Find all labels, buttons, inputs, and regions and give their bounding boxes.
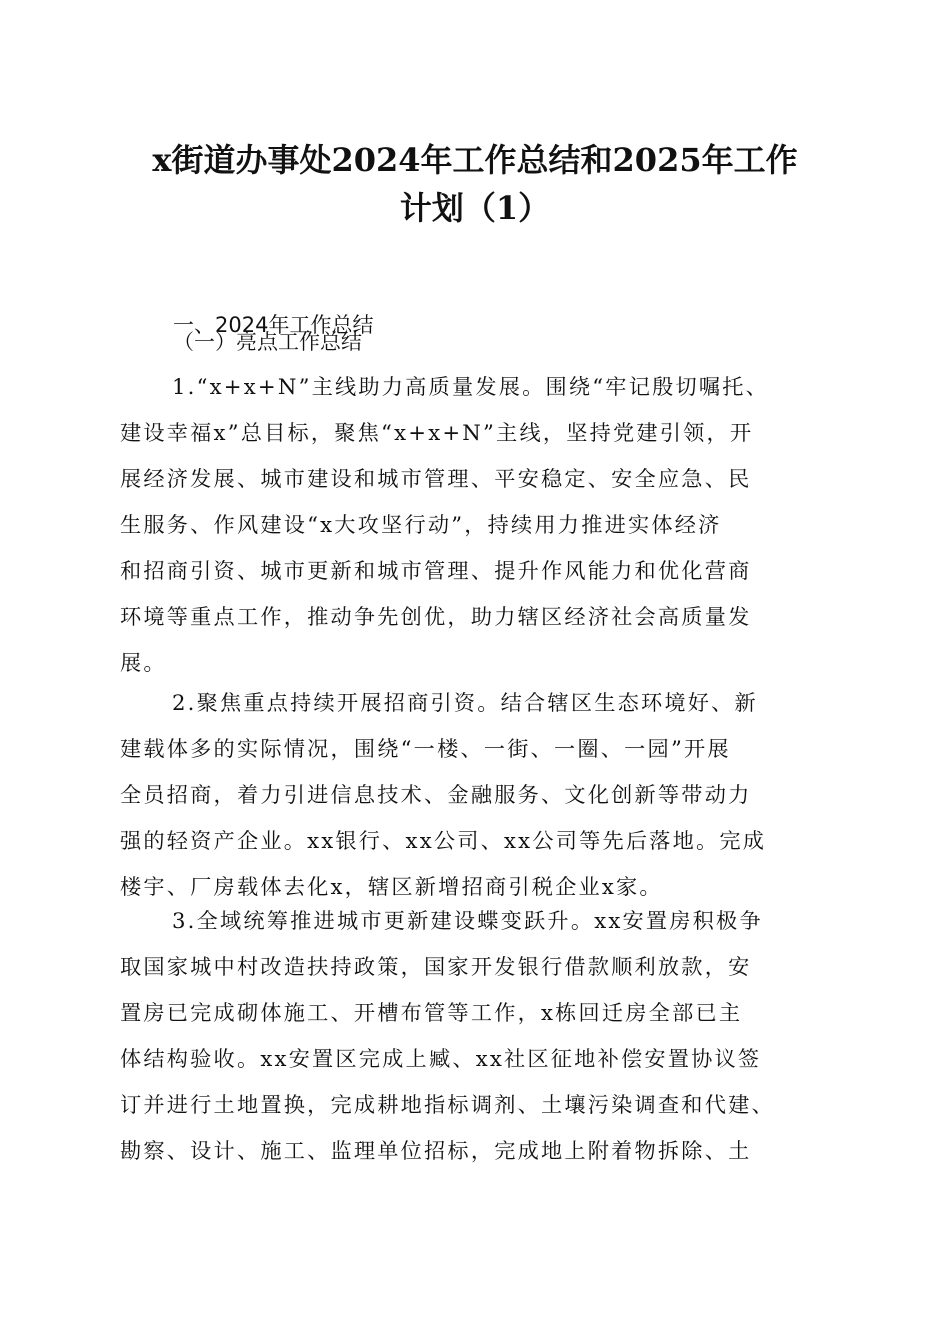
text-line: 1.“x+x+N”主线助力高质量发展。围绕“牢记殷切嘱托、 bbox=[172, 374, 770, 399]
paragraph-2 bbox=[120, 680, 835, 910]
title-line: x街道办事处2024年工作总结和2025年工作 bbox=[152, 141, 798, 179]
text-line: 展。 bbox=[120, 650, 167, 675]
text-line: 和招商引资、城市更新和城市管理、提升作风能力和优化营商 bbox=[120, 558, 752, 583]
text-line: 全员招商，着力引进信息技术、金融服务、文化创新等带动力 bbox=[120, 782, 752, 807]
text-line: 体结构验收。xx安置区完成上臧、xx社区征地补偿安置协议签 bbox=[120, 1046, 762, 1071]
text-line: 建设幸福x”总目标，聚焦“x+x+N”主线，坚持党建引领，开 bbox=[120, 420, 754, 445]
document-title bbox=[100, 136, 850, 232]
text-line: 楼宇、厂房载体去化x，辖区新增招商引税企业x家。 bbox=[120, 874, 663, 899]
text-line: 勘察、设计、施工、监理单位招标，完成地上附着物拆除、土 bbox=[120, 1138, 752, 1163]
text-line: 取国家城中村改造扶持政策，国家开发银行借款顺利放款，安 bbox=[120, 954, 752, 979]
title-line: 计划（1） bbox=[399, 189, 551, 227]
text-line: 生服务、作风建设“x大攻坚行动”，持续用力推进实体经济 bbox=[120, 512, 722, 537]
text-line: 2.聚焦重点持续开展招商引资。结合辖区生态环境好、新 bbox=[172, 690, 758, 715]
text-line: 展经济发展、城市建设和城市管理、平安稳定、安全应急、民 bbox=[120, 466, 752, 491]
text-line: 3.全域统筹推进城市更新建设蝶变跃升。xx安置房积极争 bbox=[172, 908, 763, 933]
subsection-heading: （一）亮点工作总结 bbox=[173, 330, 362, 354]
text-line: 订并进行土地置换，完成耕地指标调剂、土壤污染调查和代建、 bbox=[120, 1092, 775, 1117]
paragraph-1 bbox=[120, 364, 835, 686]
text-line: 强的轻资产企业。xx银行、xx公司、xx公司等先后落地。完成 bbox=[120, 828, 767, 853]
text-line: 置房已完成砌体施工、开槽布管等工作，x栋回迁房全部已主 bbox=[120, 1000, 743, 1025]
text-line: 建载体多的实际情况，围绕“一楼、一街、一圈、一园”开展 bbox=[120, 736, 731, 761]
paragraph-3 bbox=[120, 898, 835, 1174]
text-line: 环境等重点工作，推动争先创优，助力辖区经济社会高质量发 bbox=[120, 604, 752, 629]
section-heading: 一、2024年工作总结 bbox=[173, 313, 374, 337]
